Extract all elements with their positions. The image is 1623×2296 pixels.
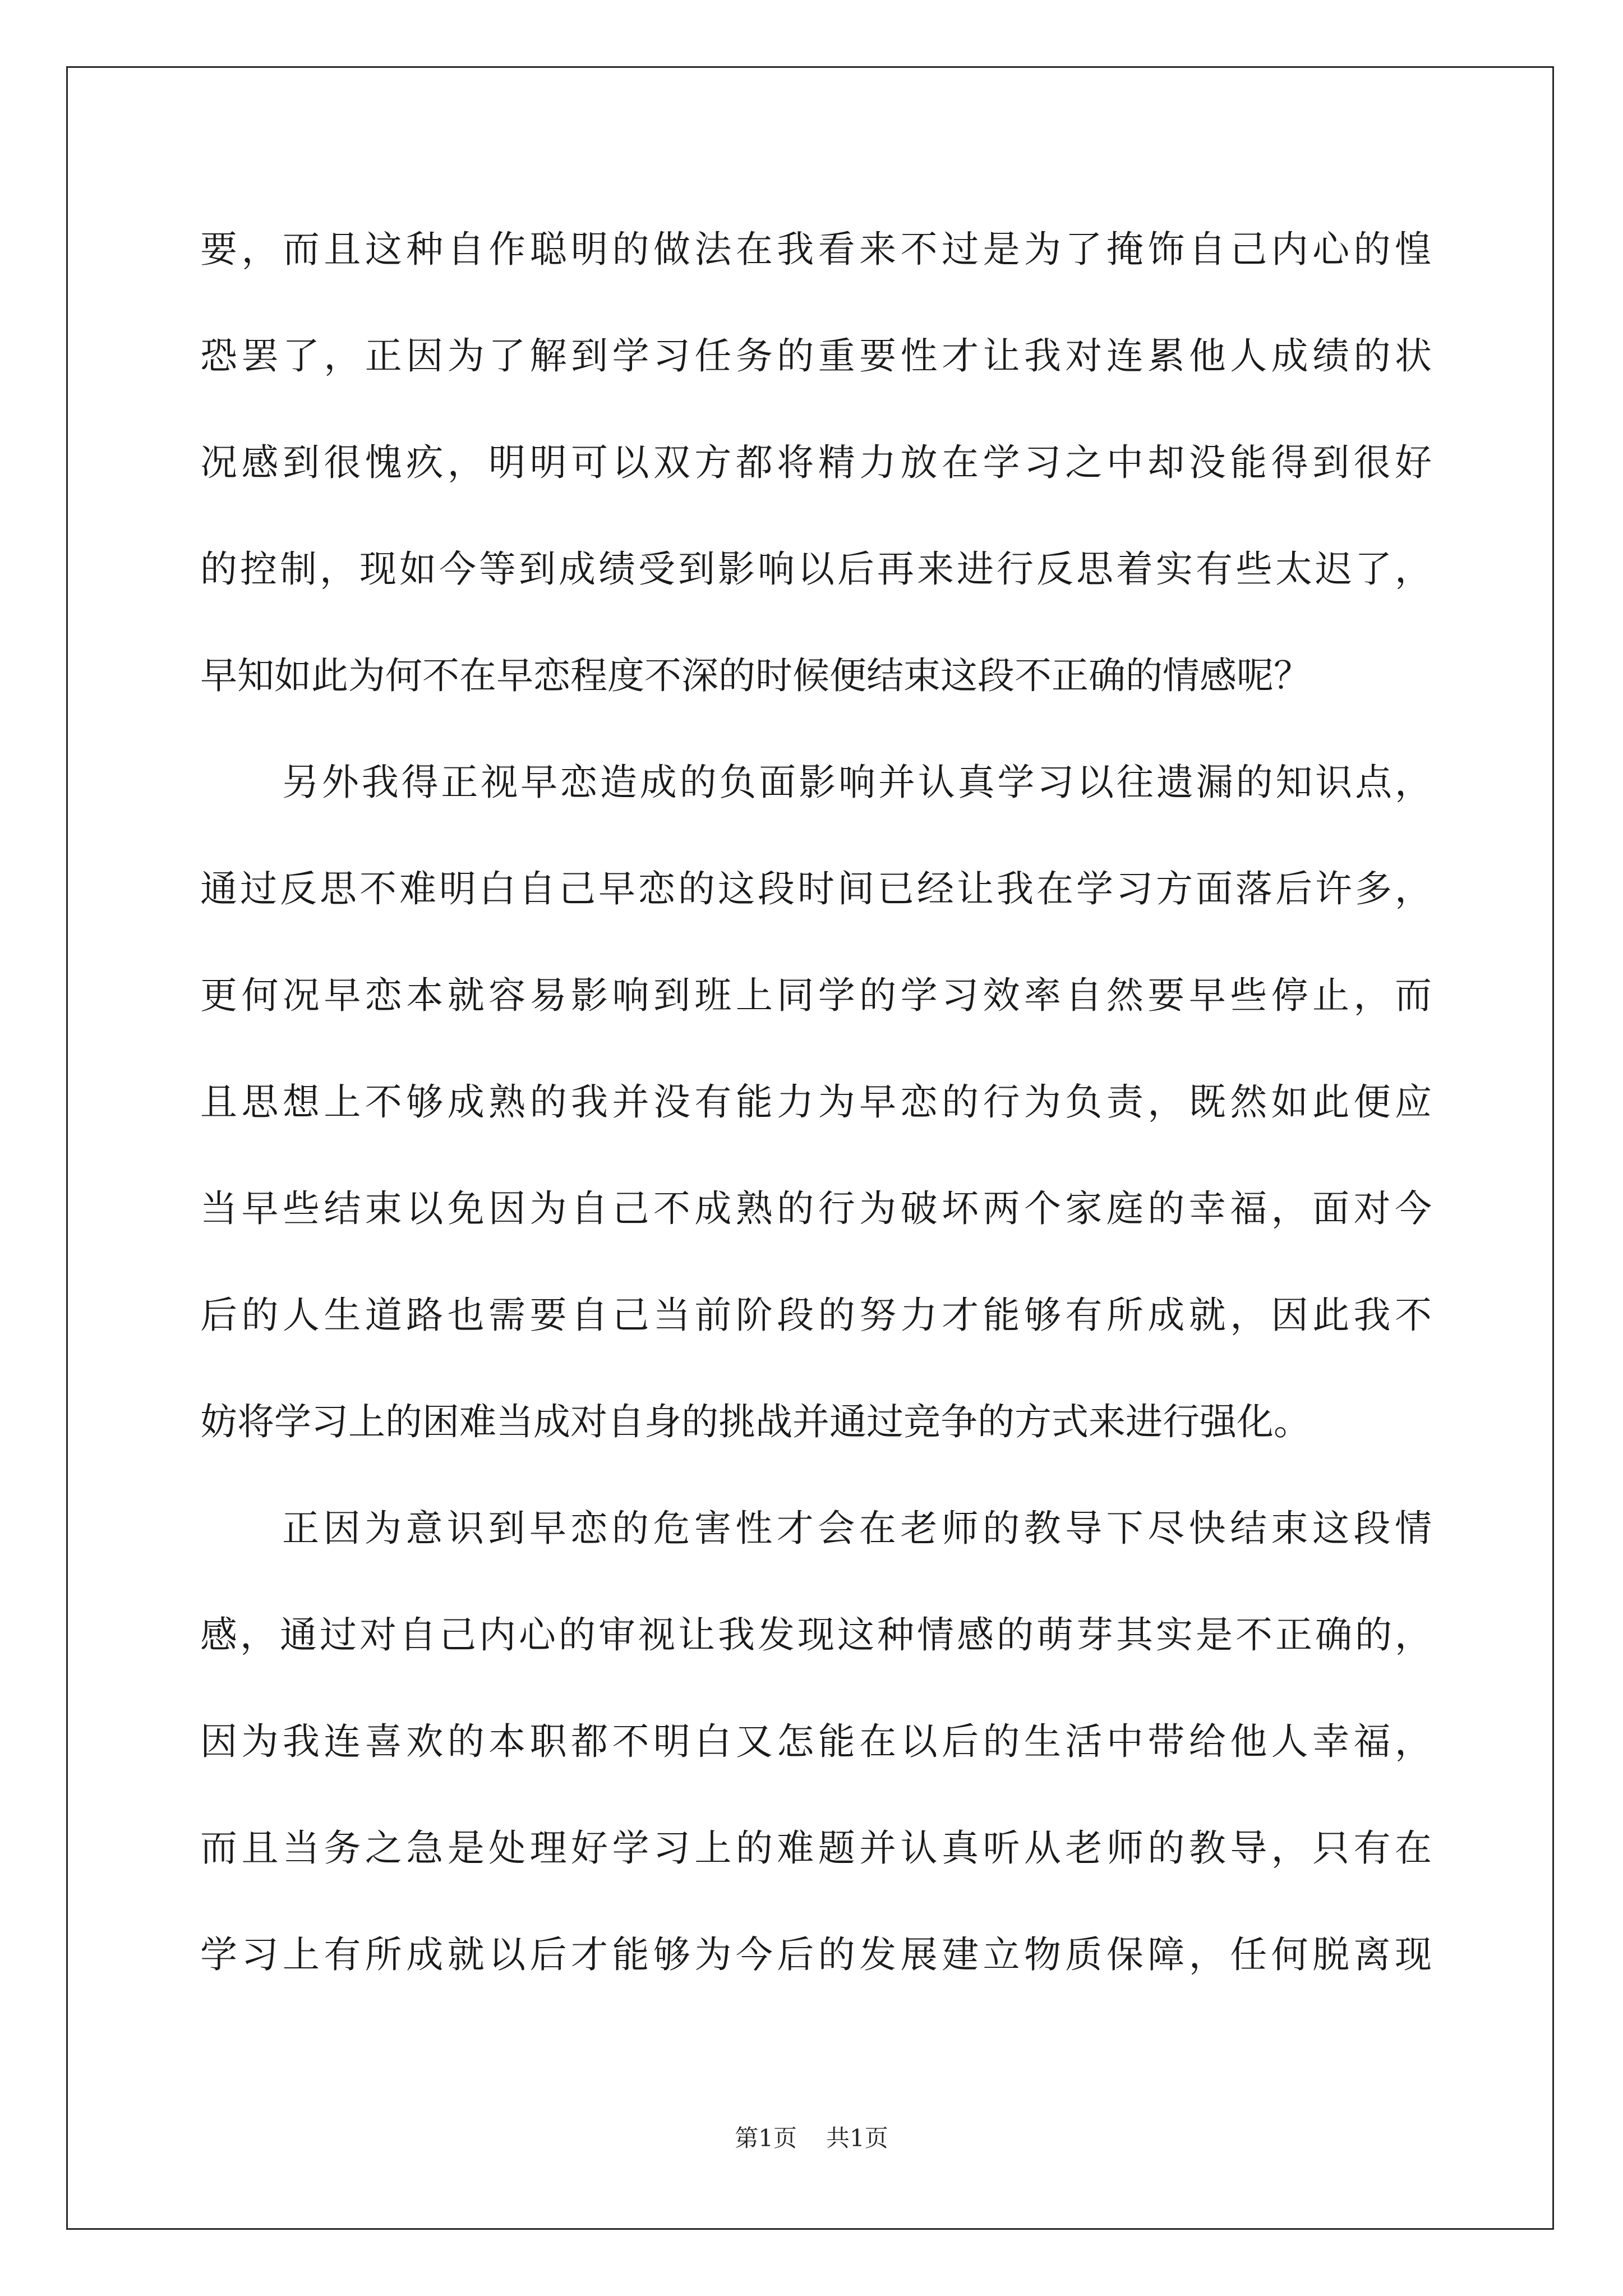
page-count: 共1页 <box>826 2124 888 2152</box>
text-line: 而且当务之急是处理好学习上的难题并认真听从老师的教导，只有在 <box>200 1826 1432 1870</box>
paragraph-first-line: 正因为意识到早恋的危害性才会在老师的教导下尽快结束这段情 <box>282 1507 1432 1550</box>
text-line: 后的人生道路也需要自己当前阶段的努力才能够有所成就，因此我不 <box>200 1294 1432 1337</box>
paragraph-first-line: 另外我得正视早恋造成的负面影响并认真学习以往遗漏的知识点， <box>282 761 1432 804</box>
text-line: 更何况早恋本就容易影响到班上同学的学习效率自然要早些停止，而 <box>200 974 1432 1017</box>
text-line: 当早些结束以免因为自己不成熟的行为破坏两个家庭的幸福，面对今 <box>200 1187 1432 1230</box>
page-footer <box>0 2122 1623 2155</box>
text-line: 学习上有所成就以后才能够为今后的发展建立物质保障，任何脱离现 <box>200 1933 1432 1976</box>
text-line: 况感到很愧疚，明明可以双方都将精力放在学习之中却没能得到很好 <box>200 441 1432 484</box>
text-line: 的控制，现如今等到成绩受到影响以后再来进行反思着实有些太迟了， <box>200 547 1432 591</box>
text-line: 感，通过对自己内心的审视让我发现这种情感的萌芽其实是不正确的， <box>200 1613 1432 1657</box>
text-line: 恐罢了，正因为了解到学习任务的重要性才让我对连累他人成绩的状 <box>200 334 1432 378</box>
text-line: 妨将学习上的困难当成对自身的挑战并通过竞争的方式来进行强化。 <box>200 1400 1311 1443</box>
text-line: 因为我连喜欢的本职都不明白又怎能在以后的生活中带给他人幸福， <box>200 1720 1432 1763</box>
text-line: 早知如此为何不在早恋程度不深的时候便结束这段不正确的情感呢？ <box>200 654 1311 697</box>
page-number: 第1页 <box>735 2124 797 2152</box>
document-body <box>200 213 1432 2025</box>
text-line: 通过反思不难明白自己早恋的这段时间已经让我在学习方面落后许多， <box>200 867 1432 910</box>
text-line: 要，而且这种自作聪明的做法在我看来不过是为了掩饰自己内心的惶 <box>200 228 1432 271</box>
text-line: 且思想上不够成熟的我并没有能力为早恋的行为负责，既然如此便应 <box>200 1080 1432 1124</box>
